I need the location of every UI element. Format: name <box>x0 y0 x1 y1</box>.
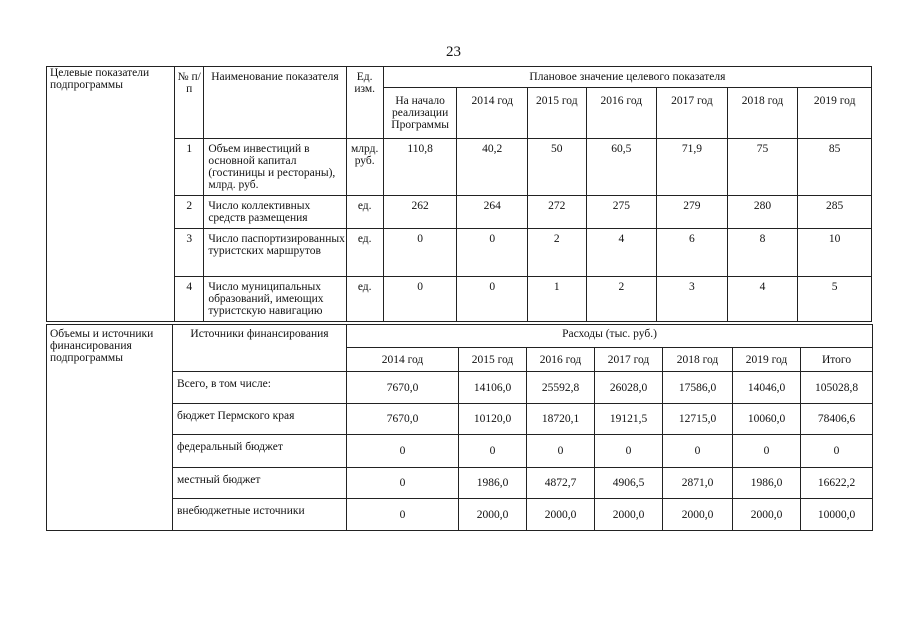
value-cell: 262 <box>383 196 457 229</box>
value-cell: 2 <box>586 277 657 322</box>
value-cell: 0 <box>383 229 457 277</box>
value-cell: 0 <box>733 435 801 468</box>
value-cell: 0 <box>457 229 528 277</box>
value-cell: 19121,5 <box>595 404 663 435</box>
value-cell: 1986,0 <box>459 468 527 499</box>
value-cell: 105028,8 <box>801 372 873 404</box>
year-header: 2018 год <box>727 88 798 139</box>
indicators-table <box>46 66 872 322</box>
value-cell: 4872,7 <box>527 468 595 499</box>
source-name: местный бюджет <box>173 468 347 499</box>
value-cell: 8 <box>727 229 798 277</box>
value-cell: 18720,1 <box>527 404 595 435</box>
value-cell: 10 <box>798 229 872 277</box>
row-num: 2 <box>175 196 204 229</box>
value-cell: 279 <box>657 196 728 229</box>
value-cell: 280 <box>727 196 798 229</box>
indicator-unit: млрд. руб. <box>346 139 383 196</box>
value-cell: 40,2 <box>457 139 528 196</box>
value-cell: 2000,0 <box>527 499 595 531</box>
year-header: 2019 год <box>733 348 801 372</box>
value-cell: 2000,0 <box>459 499 527 531</box>
value-cell: 2871,0 <box>663 468 733 499</box>
year-header: Итого <box>801 348 873 372</box>
value-cell: 7670,0 <box>347 372 459 404</box>
value-cell: 78406,6 <box>801 404 873 435</box>
indicator-name: Число коллективных средств размещения <box>204 196 346 229</box>
value-cell: 4 <box>727 277 798 322</box>
value-cell: 0 <box>801 435 873 468</box>
value-cell: 60,5 <box>586 139 657 196</box>
year-header: 2018 год <box>663 348 733 372</box>
value-cell: 0 <box>457 277 528 322</box>
source-name: федеральный бюджет <box>173 435 347 468</box>
expenses-header: Расходы (тыс. руб.) <box>347 325 873 348</box>
value-cell: 16622,2 <box>801 468 873 499</box>
year-header: 2014 год <box>347 348 459 372</box>
row-num: 3 <box>175 229 204 277</box>
sources-header: Источники финансирования <box>173 325 347 348</box>
value-cell: 0 <box>663 435 733 468</box>
value-cell: 4906,5 <box>595 468 663 499</box>
page-number: 23 <box>446 44 461 60</box>
value-cell: 85 <box>798 139 872 196</box>
value-cell: 25592,8 <box>527 372 595 404</box>
source-name: бюджет Пермского края <box>173 404 347 435</box>
value-cell: 264 <box>457 196 528 229</box>
value-cell: 10060,0 <box>733 404 801 435</box>
value-cell: 14046,0 <box>733 372 801 404</box>
value-cell: 17586,0 <box>663 372 733 404</box>
value-cell: 0 <box>595 435 663 468</box>
value-cell: 14106,0 <box>459 372 527 404</box>
value-cell: 2 <box>528 229 586 277</box>
indicator-unit: ед. <box>346 229 383 277</box>
indicator-name: Число паспортизированных туристских маршрутов <box>204 229 346 277</box>
year-header: 2015 год <box>528 88 586 139</box>
year-header: 2015 год <box>459 348 527 372</box>
sources-header-spacer <box>173 348 347 372</box>
value-cell: 10120,0 <box>459 404 527 435</box>
value-cell: 2000,0 <box>595 499 663 531</box>
value-cell: 6 <box>657 229 728 277</box>
indicator-name: Объем инвестиций в основной капитал (гостиницы и рестораны), млрд. руб. <box>204 139 346 196</box>
row-num: 4 <box>175 277 204 322</box>
indicator-unit: ед. <box>346 196 383 229</box>
value-cell: 0 <box>347 435 459 468</box>
financing-table <box>46 324 873 531</box>
year-header: 2017 год <box>657 88 728 139</box>
value-cell: 26028,0 <box>595 372 663 404</box>
year-header: 2017 год <box>595 348 663 372</box>
indicator-name: Число муниципальных образований, имеющих туристскую навигацию <box>204 277 346 322</box>
planned-header: Плановое значение целевого показателя <box>383 67 871 88</box>
value-cell: 0 <box>459 435 527 468</box>
num-header: № п/п <box>175 67 204 139</box>
name-header: Наименование показателя <box>204 67 346 139</box>
unit-header: Ед. изм. <box>346 67 383 139</box>
value-cell: 2000,0 <box>663 499 733 531</box>
value-cell: 5 <box>798 277 872 322</box>
value-cell: 272 <box>528 196 586 229</box>
indicator-unit: ед. <box>346 277 383 322</box>
value-cell: 71,9 <box>657 139 728 196</box>
value-cell: 75 <box>727 139 798 196</box>
year-header: 2016 год <box>586 88 657 139</box>
value-cell: 10000,0 <box>801 499 873 531</box>
value-cell: 1 <box>528 277 586 322</box>
row-num: 1 <box>175 139 204 196</box>
value-cell: 0 <box>527 435 595 468</box>
value-cell: 1986,0 <box>733 468 801 499</box>
indicators-section-label: Целевые показатели подпрограммы <box>47 67 175 322</box>
value-cell: 7670,0 <box>347 404 459 435</box>
value-cell: 2000,0 <box>733 499 801 531</box>
value-cell: 3 <box>657 277 728 322</box>
source-name: Всего, в том числе: <box>173 372 347 404</box>
value-cell: 0 <box>347 499 459 531</box>
value-cell: 12715,0 <box>663 404 733 435</box>
value-cell: 0 <box>347 468 459 499</box>
year-header: 2019 год <box>798 88 872 139</box>
financing-section-label: Объемы и источники финансирования подпрограммы <box>47 325 173 531</box>
year-header: 2016 год <box>527 348 595 372</box>
year-header: 2014 год <box>457 88 528 139</box>
value-cell: 0 <box>383 277 457 322</box>
value-cell: 4 <box>586 229 657 277</box>
value-cell: 110,8 <box>383 139 457 196</box>
value-cell: 50 <box>528 139 586 196</box>
value-cell: 285 <box>798 196 872 229</box>
source-name: внебюджетные источники <box>173 499 347 531</box>
year-header: На начало реализации Программы <box>383 88 457 139</box>
value-cell: 275 <box>586 196 657 229</box>
